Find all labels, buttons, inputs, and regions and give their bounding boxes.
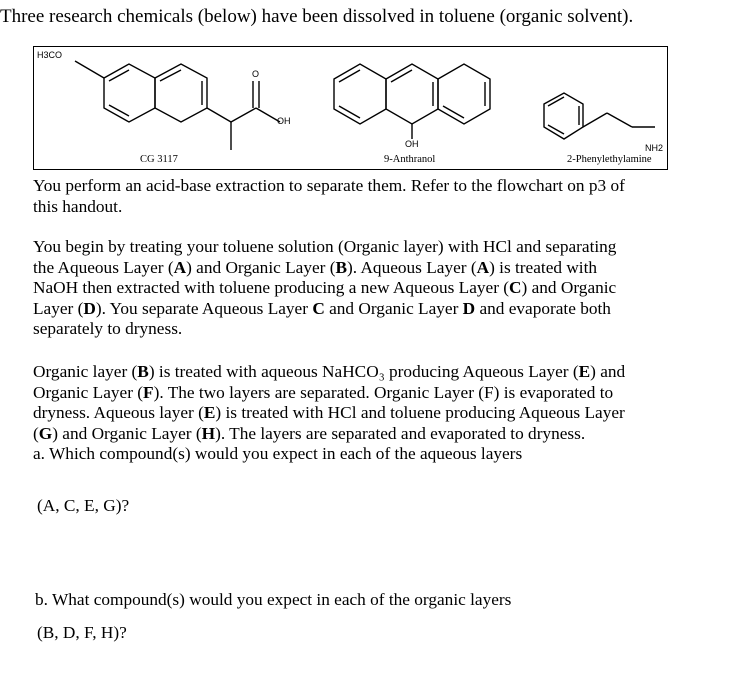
paragraph-hcl-treatment: You begin by treating your toluene solution (Organic layer) with HCl and separating the Aqueous Layer (A) and Organic Layer (B). Aqueous Layer (A) is treated with NaOH then extracted with toluene producing a new Aqueous Layer (C) and Organic Layer (D). You separate Aqueous Layer C and Organic Layer D and evaporate both separately to dryness.	[33, 237, 617, 339]
anthranol-oh-label: OH	[405, 139, 419, 149]
question-a-layers: (A, C, E, G)?	[37, 496, 130, 515]
compound-name-phenylethylamine: 2-Phenylethylamine	[567, 154, 652, 165]
question-a: a. Which compound(s) would you expect in each of the aqueous layers	[33, 444, 523, 464]
paragraph-nahco3-treatment: Organic layer (B) is treated with aqueous NaHCO₃ producing Aqueous Layer (E) and Organic Layer (F). The two layers are separated. Organic Layer (F) is evaporated to dryness. Aqueous layer (E) is treated with HCl and toluene producing Aqueous Layer (G) and Organic Layer (H). The layers are separated and evaporated to dryness. a. Which compound(s) would you expect in each of the aqueous layers	[33, 362, 626, 464]
chemical-structures-figure	[33, 46, 668, 170]
compound-name-cg3117: CG 3117	[140, 154, 178, 165]
hydroxyl-label: OH	[277, 116, 291, 126]
amine-label: NH2	[645, 143, 664, 153]
intro-text: Three research chemicals (below) have been dissolved in toluene (organic solvent).	[0, 6, 634, 27]
anthranol-structure	[334, 64, 490, 139]
cg3117-structure	[75, 61, 280, 150]
structures-drawing	[34, 47, 669, 171]
compound-name-anthranol: 9-Anthranol	[384, 154, 436, 165]
paragraph-extraction-intro: You perform an acid-base extraction to separate them. Refer to the flowchart on p3 of this handout.	[33, 176, 625, 216]
phenylethylamine-structure	[544, 93, 655, 139]
question-b-layers: (B, D, F, H)?	[37, 623, 127, 642]
question-b: b. What compound(s) would you expect in each of the organic layers	[35, 590, 512, 609]
methoxy-label: H3CO	[37, 50, 63, 60]
carbonyl-o-label: O	[252, 69, 260, 79]
